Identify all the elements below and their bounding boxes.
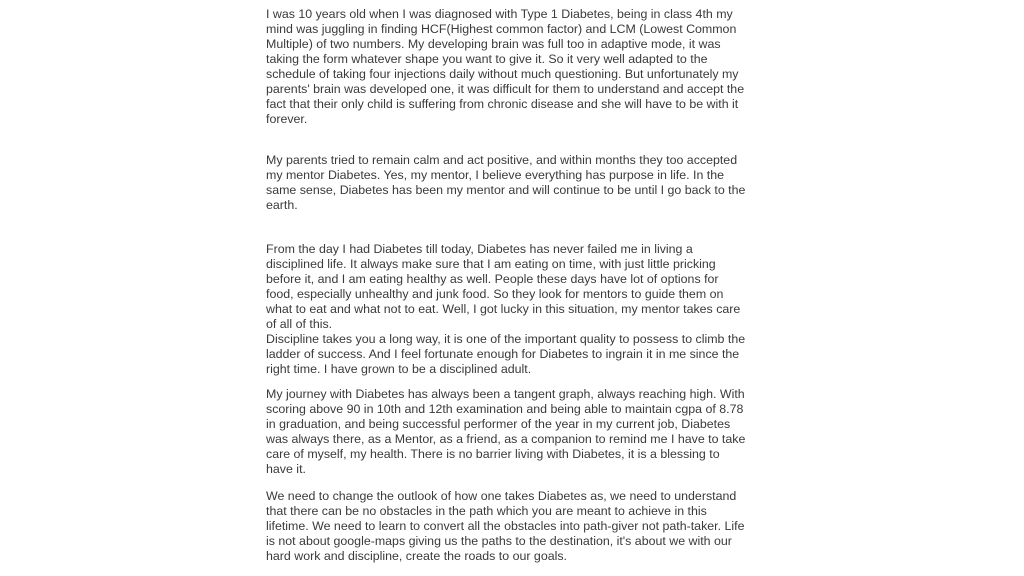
paragraph-diagnosis: I was 10 years old when I was diagnosed with Type 1 Diabetes, being in class 4th my mind was juggling in finding HCF(Highest common factor) and LCM (Lowest Common Multiple) of two numbers. My developing brain was full too in adaptive mode, it was taking the form whatever shape you want to give it. So it very well adapted to the schedule of taking four injections daily without much questioning. But unfortunately my parents' brain was developed one, it was difficult for them to understand and accept the fact that their only child is suffering from chronic disease and she will have to be with it forever. (266, 7, 745, 126)
paragraph-mentor: My parents tried to remain calm and act positive, and within months they too accepted my mentor Diabetes. Yes, my mentor, I believe everything has purpose in life. In the same sense, Diabetes has been my mentor and will continue to be until I go back to the earth. (266, 153, 746, 212)
paragraph-discipline: From the day I had Diabetes till today, Diabetes has never failed me in living a disciplined life. It always make sure that I am eating on time, with just little pricking before it, and I am eating healthy as well. People these days have lot of options for food, especially unhealthy and junk food. So they look for mentors to guide them on what to eat and what not to eat. Well, I got lucky in this situation, my mentor takes care of all of this. Discipline takes you a long way, it is one of the important quality to possess to climb the ladder of success. And I feel fortunate enough for Diabetes to ingrain it in me since the right time. I have grown to be a disciplined adult. (266, 242, 746, 376)
paragraph-outlook: We need to change the outlook of how one takes Diabetes as, we need to understand that there can be no obstacles in the path which you are meant to achieve in this lifetime. We need to learn to convert all the obstacles into path-giver not path-taker. Life is not about google-maps giving us the paths to the destination, it's about we with our hard work and discipline, create the roads to our goals. (266, 489, 745, 563)
paragraph-journey: My journey with Diabetes has always been a tangent graph, always reaching high. With scoring above 90 in 10th and 12th examination and being able to maintain cgpa of 8.78 in graduation, and being successful performer of the year in my current job, Diabetes was always there, as a Mentor, as a friend, as a companion to remind me I have to take care of myself, my health. There is no barrier living with Diabetes, it is a blessing to have it. (266, 387, 746, 476)
